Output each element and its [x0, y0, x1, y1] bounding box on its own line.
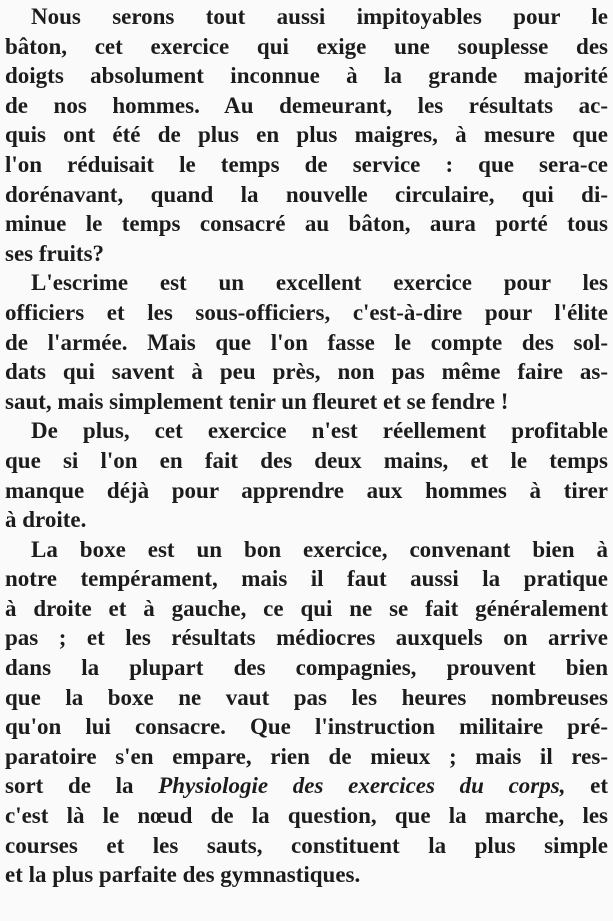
line-text: de l'armée. Mais que l'on fasse le compte des sol-	[5, 329, 608, 355]
text-line	[5, 446, 608, 476]
line-text: à droite et à gauche, ce qui ne se fait généralement	[5, 595, 608, 621]
line-text: Nous serons tout aussi impitoyables pour le	[31, 4, 608, 29]
line-text: que la boxe ne vaut pas les heures nombreuses	[5, 684, 608, 710]
line-text: courses et les sauts, constituent la plus simple	[5, 832, 608, 858]
text-line	[5, 742, 608, 772]
text-line	[5, 535, 608, 565]
line-text-after: et	[565, 773, 608, 799]
text-line	[5, 209, 608, 239]
line-text: dorénavant, quand la nouvelle circulaire, qui di-	[5, 181, 608, 207]
line-text: manque déjà pour apprendre aux hommes à tirer	[5, 477, 608, 503]
text-line	[5, 683, 608, 713]
line-text: à droite.	[5, 507, 87, 533]
line-text: que si l'on en fait des deux mains, et le temps	[5, 447, 608, 473]
text-line	[5, 150, 608, 180]
text-line	[5, 801, 608, 831]
line-text: officiers et les sous-officiers, c'est-à-dire pour l'élite	[5, 299, 608, 325]
text-line	[5, 180, 608, 210]
line-text: paratoire s'en empare, rien de mieux ; mais il res-	[5, 743, 608, 769]
line-text: qu'on lui consacre. Que l'instruction militaire pré-	[5, 714, 608, 740]
text-line	[5, 771, 608, 801]
line-text: quis ont été de plus en plus maigres, à mesure que	[5, 122, 608, 148]
line-text: ses fruits?	[5, 240, 105, 266]
text-line	[5, 357, 608, 387]
line-text: c'est là le nœud de la question, que la marche, les	[5, 803, 608, 829]
text-line	[5, 91, 608, 121]
line-text: doigts absolument inconnue à la grande majorité	[5, 63, 608, 89]
line-text: l'on réduisait le temps de service : que sera-ce	[5, 151, 608, 177]
document-page	[5, 2, 608, 890]
line-text: pas ; et les résultats médiocres auxquels on arrive	[5, 625, 608, 651]
text-line	[5, 328, 608, 358]
line-text: saut, mais simplement tenir un fleuret et se fendre !	[5, 388, 509, 414]
paragraph	[5, 268, 608, 416]
text-line	[5, 387, 608, 417]
italic-book-title: Physiologie des exercices du corps,	[158, 773, 566, 799]
text-line	[5, 239, 608, 269]
text-line	[5, 32, 608, 62]
line-text: sort de la	[5, 773, 159, 799]
text-line	[5, 2, 608, 32]
line-text: notre tempérament, mais il faut aussi la pratique	[5, 566, 608, 592]
line-text: L'escrime est un excellent exercice pour les	[31, 270, 608, 296]
text-line	[5, 623, 608, 653]
line-text: La boxe est un bon exercice, convenant bien à	[31, 536, 608, 562]
text-line	[5, 712, 608, 742]
text-line	[5, 505, 608, 535]
text-line	[5, 564, 608, 594]
paragraph	[5, 2, 608, 268]
line-text: de nos hommes. Au demeurant, les résultats ac-	[5, 92, 608, 118]
line-text: dats qui savent à peu près, non pas même faire as-	[5, 359, 608, 385]
text-line	[5, 298, 608, 328]
line-text: dans la plupart des compagnies, prouvent bien	[5, 655, 608, 681]
paragraph	[5, 416, 608, 534]
paragraph	[5, 535, 608, 890]
line-text: bâton, cet exercice qui exige une souplesse des	[5, 33, 608, 59]
line-text: minue le temps consacré au bâton, aura porté tous	[5, 211, 608, 237]
text-line	[5, 594, 608, 624]
text-line	[5, 120, 608, 150]
text-line	[5, 476, 608, 506]
text-line	[5, 831, 608, 861]
text-line	[5, 860, 608, 890]
line-text: et la plus parfaite des gymnastiques.	[5, 862, 361, 888]
text-line	[5, 61, 608, 91]
text-line	[5, 268, 608, 298]
line-text: De plus, cet exercice n'est réellement profitable	[31, 418, 608, 444]
text-line	[5, 653, 608, 683]
text-line	[5, 416, 608, 446]
